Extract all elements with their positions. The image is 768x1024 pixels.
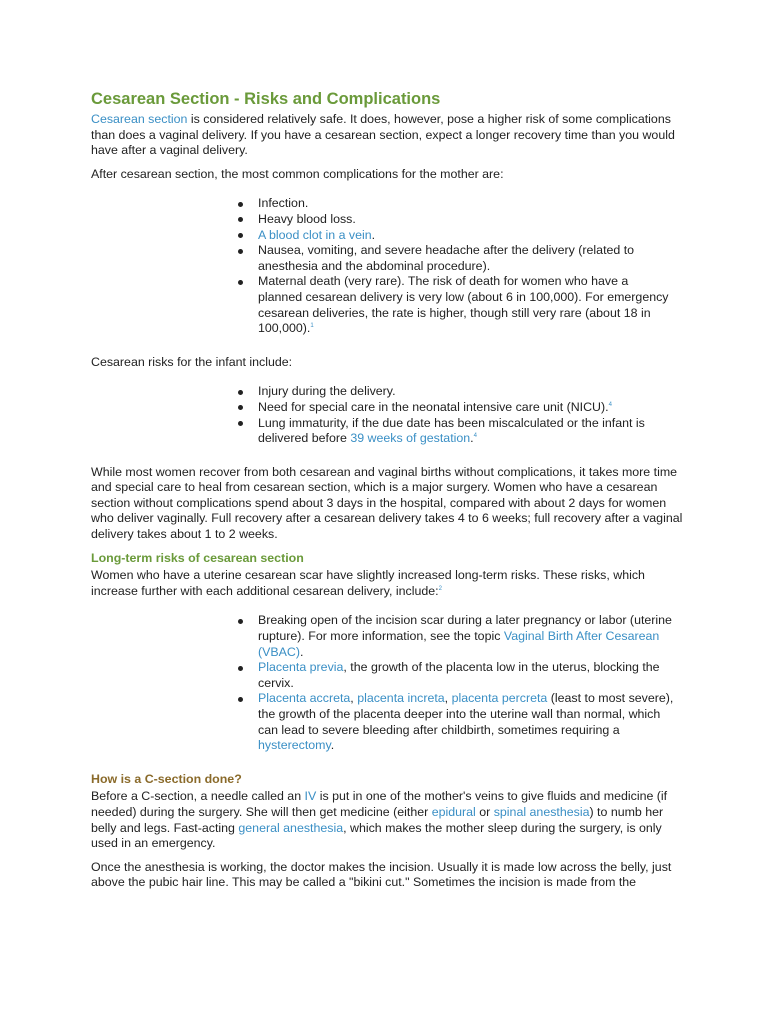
page-title: Cesarean Section - Risks and Complications [91,90,441,108]
placenta-previa-link[interactable]: Placenta previa [258,660,344,675]
list-item: Placenta previa, the growth of the placenta low in the uterus, blocking the cervix. [258,660,674,691]
list-item: Placenta accreta, placenta increta, placenta percreta (least to most severe), the growth of the placenta deeper into the uterine wall than normal, which can lead to severe bleeding after childbirth, sometimes requiring a hysterectomy. [258,691,674,753]
list-item: Infection. [258,196,674,212]
reference-marker[interactable]: 2 [438,585,442,592]
infant-risks-list [91,384,691,446]
epidural-link[interactable]: epidural [431,804,476,819]
list-item: Breaking open of the incision scar during a later pregnancy or labor (uterine rupture). For more information, see the topic Vaginal Birth After Cesarean (VBAC). [258,613,674,660]
article [91,89,691,899]
list-item: Maternal death (very rare). The risk of death for women who have a planned cesarean delivery is very low (about 6 in 100,000). For emergency cesarean deliveries, the rate is higher, though still very rare (about 18 in 100,000).$^1$ [258,274,674,336]
gestation-link[interactable]: 39 weeks of gestation [350,431,471,446]
reference-marker[interactable]: 4 [473,432,477,439]
list-item: Need for special care in the neonatal intensive care unit (NICU).$^4$ [258,400,674,416]
list-item: A blood clot in a vein. [258,228,674,244]
list-item: Lung immaturity, if the due date has been miscalculated or the infant is delivered before 39 weeks of gestation.$^4$ [258,416,674,447]
intro-paragraph: Cesarean section is considered relatively safe. It does, however, pose a higher risk of some complications than does a vaginal delivery. If you have a cesarean section, expect a longer recovery time than you would have after a vaginal delivery. [91,112,675,158]
general-anesthesia-link[interactable]: general anesthesia [238,820,344,835]
infant-intro: Cesarean risks for the infant include: [91,354,293,369]
cesarean-section-link[interactable]: Cesarean section [91,112,188,126]
placenta-increta-link[interactable]: placenta increta [357,691,445,706]
reference-marker[interactable]: 4 [608,401,612,408]
mother-complications-list [91,196,691,336]
iv-link[interactable]: IV [304,789,317,804]
placenta-percreta-link[interactable]: placenta percreta [451,691,548,706]
placenta-accreta-link[interactable]: Placenta accreta [258,691,351,706]
list-item: Heavy blood loss. [258,212,674,228]
howto-heading: How is a C-section done? [91,771,242,786]
recovery-paragraph: While most women recover from both cesarean and vaginal births without complications, it takes more time and special care to heal from cesarean section, which is a major surgery. Women who have a cesarean section without complications spend about 3 days in the hospital, compared with about 2 days for women who deliver vaginally. Full recovery after a cesarean delivery takes 4 to 6 weeks; full recovery after a vaginal delivery takes about 1 to 2 weeks. [91,464,683,542]
hysterectomy-link[interactable]: hysterectomy [258,738,331,753]
longterm-risks-list [91,613,691,753]
howto-paragraph-2: Once the anesthesia is working, the doctor makes the incision. Usually it is made low across the belly, just above the pubic hair line. This may be called a "bikini cut." Sometimes the incision is made from the [91,859,672,890]
longterm-intro: Women who have a uterine cesarean scar have slightly increased long-term risks. These risks, which increase further with each additional cesarean delivery, include:$^2$ [91,568,645,598]
vbac-link[interactable]: Vaginal Birth After Cesarean (VBAC) [258,629,660,659]
howto-paragraph-1: Before a C-section, a needle called an IV is put in one of the mother's veins to give fluids and medicine (if needed) during the surgery. She will then get medicine (either epidural or spinal anesthesia) to numb her belly and legs. Fast-acting general anesthesia, which makes the mother sleep during the surgery, is only used in an emergency. [91,789,668,851]
spinal-anesthesia-link[interactable]: spinal anesthesia [493,804,590,819]
list-item: Injury during the delivery. [258,384,674,400]
blood-clot-link[interactable]: A blood clot in a vein [258,227,372,242]
mother-intro: After cesarean section, the most common complications for the mother are: [91,166,504,181]
longterm-heading: Long-term risks of cesarean section [91,550,304,565]
list-item: Nausea, vomiting, and severe headache after the delivery (related to anesthesia and the abdominal procedure). [258,243,674,274]
reference-marker[interactable]: 1 [310,323,314,329]
